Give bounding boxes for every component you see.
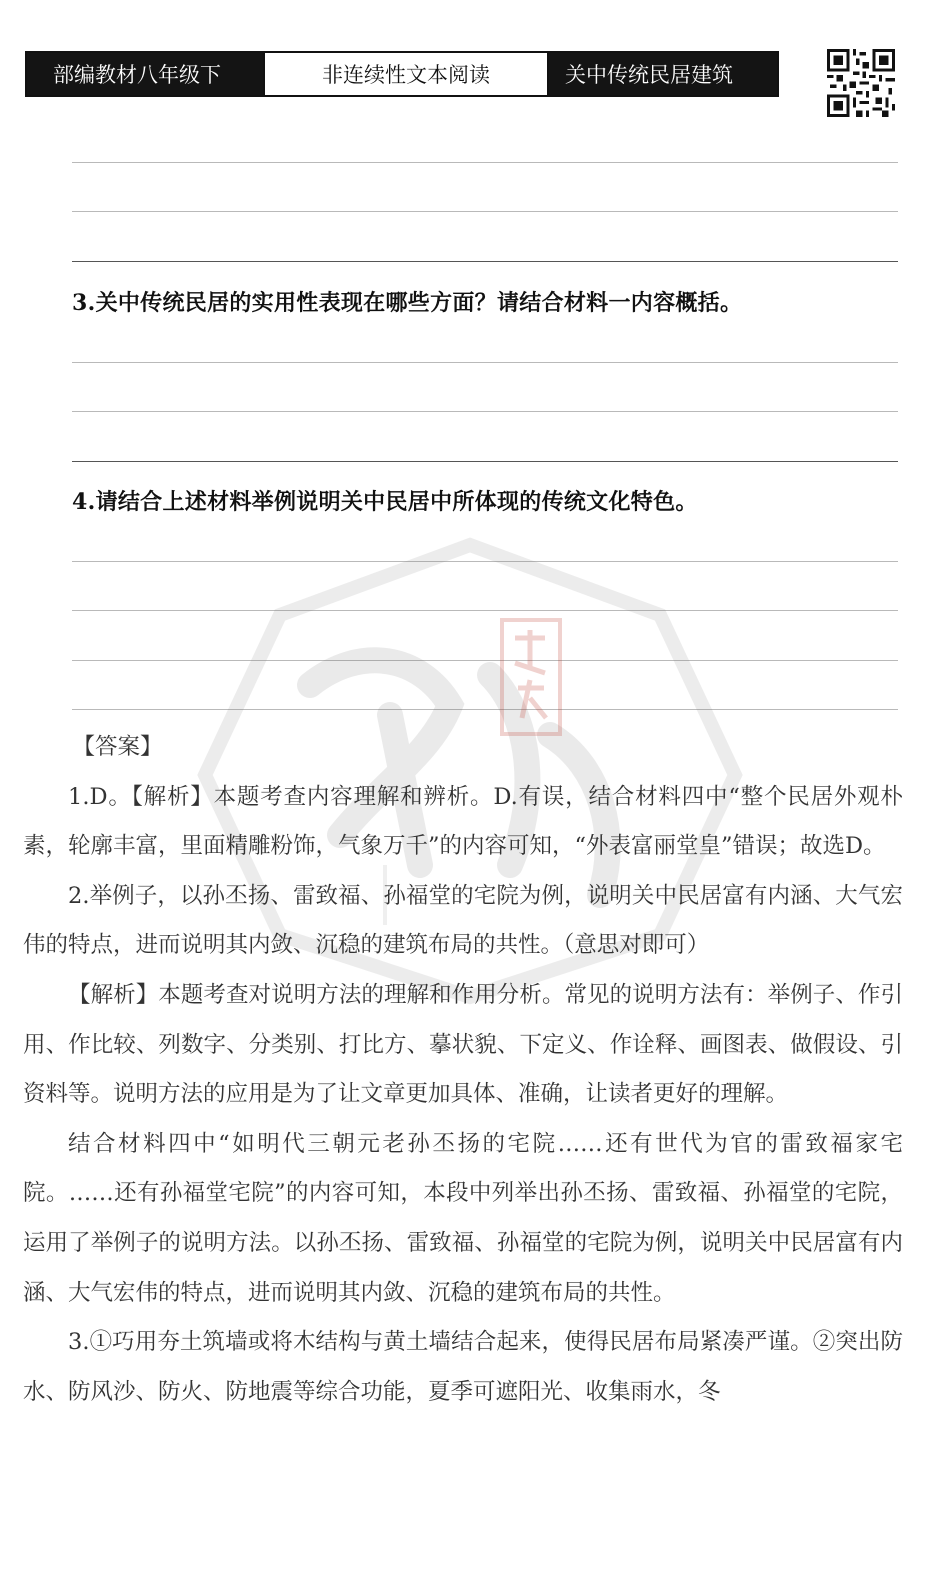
- answer-paragraph: 1.D。【解析】本题考查内容理解和辨析。D.有误，结合材料四中“整个民居外观朴素，轮廓丰富，里面精雕粉饰，气象万千”的内容可知，“外表富丽堂皇”错误；故选D。: [23, 783, 903, 860]
- topic-label: 关中传统民居建筑: [549, 53, 777, 95]
- answer-paragraph: 2.举例子，以孙丕扬、雷致福、孙福堂的宅院为例，说明关中民居富有内涵、大气宏伟的特点，进而说明其内敛、沉稳的建筑布局的共性。（意思对即可）: [23, 882, 903, 959]
- answer-heading: 【答案】: [72, 734, 163, 760]
- answer-line: [72, 411, 898, 412]
- header-band: [25, 51, 779, 97]
- question-3: 3.关中传统民居的实用性表现在哪些方面？请结合材料一内容概括。: [72, 290, 743, 316]
- grade-label: 部编教材八年级下: [27, 53, 263, 95]
- answer-line: [72, 162, 898, 163]
- answer-paragraph: 【解析】本题考查对说明方法的理解和作用分析。常见的说明方法有：举例子、作引用、作比较、列数字、分类别、打比方、摹状貌、下定义、作诠释、画图表、做假设、引资料等。说明方法的应用是为了让文章更加具体、准确，让读者更好的理解。: [23, 981, 903, 1108]
- answer-line: [72, 211, 898, 212]
- category-label: 非连续性文本阅读: [263, 53, 549, 95]
- qr-code-icon: [827, 49, 895, 117]
- answer-paragraph: 3.①巧用夯土筑墙或将木结构与黄土墙结合起来，使得民居布局紧凑严谨。②突出防水、防风沙、防火、防地震等综合功能，夏季可遮阳光、收集雨水，冬: [23, 1329, 903, 1405]
- question-4: 4.请结合上述材料举例说明关中民居中所体现的传统文化特色。: [72, 489, 698, 515]
- answer-line: [72, 362, 898, 363]
- answer-line: [72, 261, 898, 262]
- answer-section: [23, 723, 903, 1417]
- answer-paragraph: 结合材料四中“如明代三朝元老孙丕扬的宅院……还有世代为官的雷致福家宅院。……还有孙福堂宅院”的内容可知，本段中列举出孙丕扬、雷致福、孙福堂的宅院，运用了举例子的说明方法。以孙丕扬、雷致福、孙福堂的宅院为例，说明关中民居富有内涵、大气宏伟的特点，进而说明其内敛、沉稳的建筑布局的共性。: [23, 1130, 903, 1306]
- red-seal-stamp: [500, 618, 562, 736]
- answer-line: [72, 461, 898, 462]
